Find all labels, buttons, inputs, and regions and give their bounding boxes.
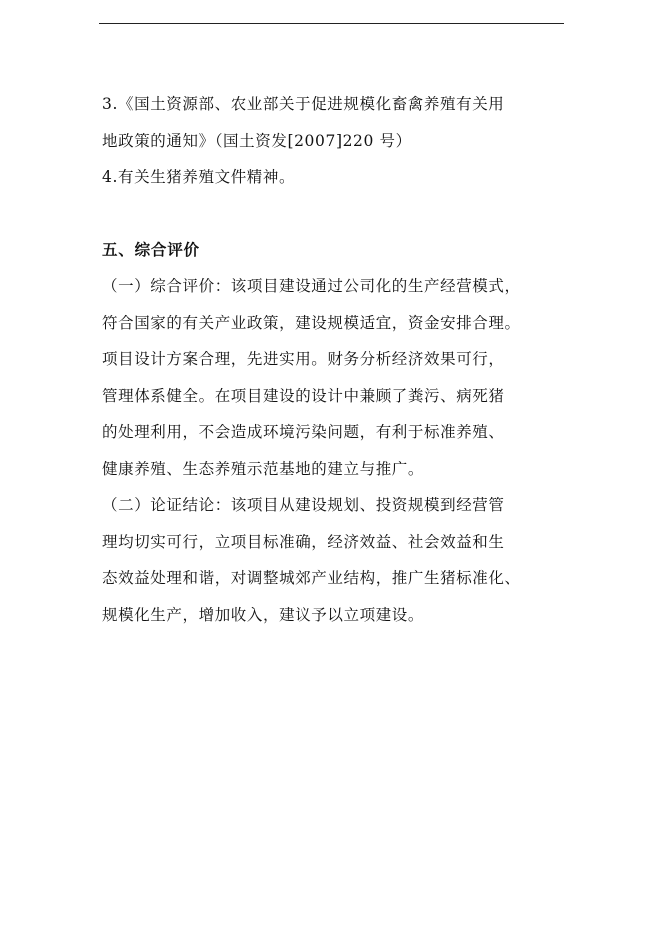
paragraph-2-line: 规模化生产，增加收入，建议予以立项建设。 (102, 605, 425, 624)
paragraph-1-line: 符合国家的有关产业政策，建设规模适宜，资金安排合理。 (102, 313, 521, 332)
paragraph-1-line: 项目设计方案合理，先进实用。财务分析经济效果可行， (102, 350, 505, 368)
paragraph-1-line: 健康养殖、生态养殖示范基地的建立与推广。 (102, 459, 425, 478)
paragraph-2-line: （二）论证结论：该项目从建设规划、投资规模到经营管 (102, 496, 505, 514)
paragraph-1-line: 的处理利用，不会造成环境污染问题，有利于标准养殖、 (102, 423, 505, 441)
spacer (102, 196, 572, 232)
reference-3-line-1: 3.《国土资源部、农业部关于促进规模化畜禽养殖有关用 (102, 95, 505, 113)
section-title: 五、综合评价 (102, 240, 200, 259)
paragraph-2-line: 态效益处理和谐，对调整城郊产业结构，推广生猪标准化、 (102, 569, 521, 587)
paragraph-2-line: 理均切实可行，立项目标准确，经济效益、社会效益和生 (102, 532, 505, 551)
header-rule (99, 23, 564, 24)
paragraph-1-line: （一）综合评价：该项目建设通过公司化的生产经营模式， (102, 277, 521, 295)
reference-3-line-2: 地政策的通知》（国土资发[2007]220 号） (102, 131, 412, 150)
paragraph-1-line: 管理体系健全。在项目建设的设计中兼顾了粪污、病死猪 (102, 386, 505, 405)
reference-4: 4.有关生猪养殖文件精神。 (102, 168, 296, 186)
document-body (102, 86, 572, 633)
